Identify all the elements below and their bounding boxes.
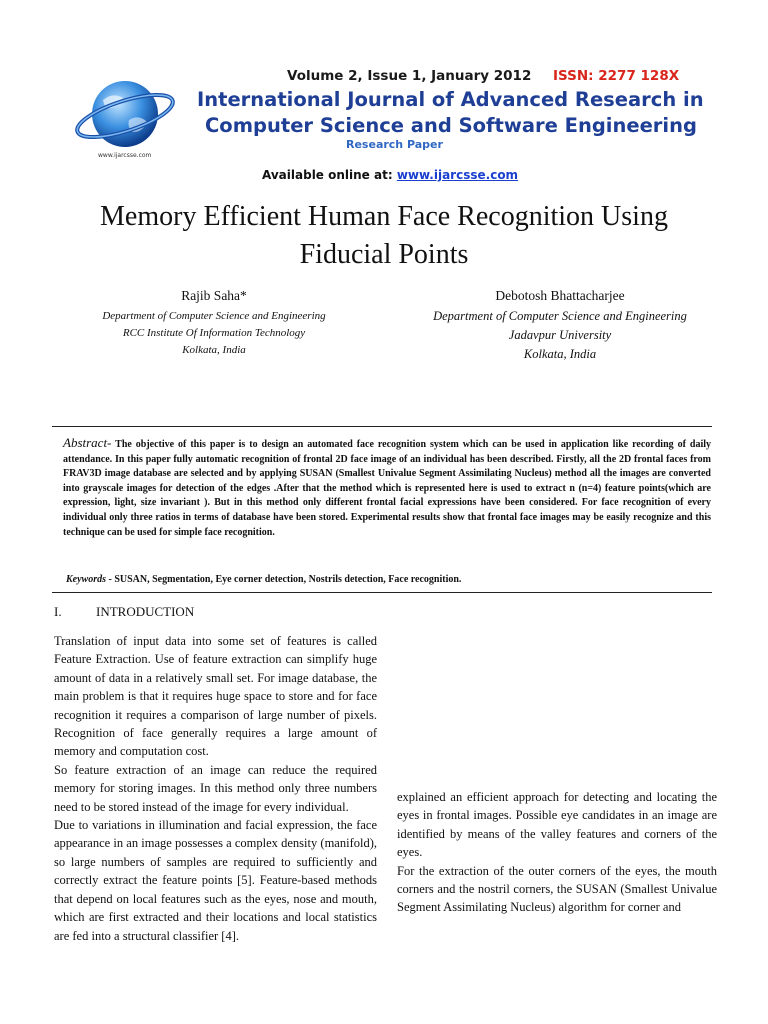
issn: ISSN: 2277 128X bbox=[553, 68, 680, 84]
journal-website-link[interactable]: www.ijarcsse.com bbox=[396, 168, 519, 182]
paper-type: Research Paper bbox=[346, 138, 443, 151]
affiliation-department: Department of Computer Science and Engineering bbox=[102, 310, 326, 322]
journal-title-line1: International Journal of Advanced Research in bbox=[197, 88, 704, 111]
paper-title-line1: Memory Efficient Human Face Recognition Using bbox=[100, 201, 668, 232]
available-online bbox=[262, 168, 518, 182]
section-title: INTRODUCTION bbox=[96, 604, 195, 619]
author-name: Rajib Saha* bbox=[181, 288, 247, 303]
left-column-text bbox=[54, 632, 377, 945]
abstract-label: Abstract- bbox=[63, 435, 112, 450]
available-label: Available online at: bbox=[262, 168, 397, 182]
volume-issue: Volume 2, Issue 1, January 2012 bbox=[287, 68, 532, 84]
keywords-text: - SUSAN, Segmentation, Eye corner detection, Nostrils detection, Face recognition. bbox=[106, 574, 462, 585]
paragraph: For the extraction of the outer corners of the eyes, the mouth corners and the nostril corners, the SUSAN (Smallest Univalue Segment Assimilating Nucleus) algorithm for corner and bbox=[397, 863, 717, 915]
author-affiliation bbox=[400, 307, 720, 364]
affiliation-institute: RCC Institute Of Information Technology bbox=[122, 327, 306, 339]
author-name: Debotosh Bhattacharjee bbox=[495, 288, 625, 303]
author-block-1 bbox=[54, 288, 374, 359]
affiliation-location: Kolkata, India bbox=[182, 344, 246, 356]
abstract bbox=[63, 436, 711, 540]
logo-url-text: www.ijarcsse.com bbox=[98, 152, 152, 159]
author-affiliation bbox=[54, 308, 374, 359]
paragraph: Translation of input data into some set of features is called Feature Extraction. Use of feature extraction can simplify huge amount of data in a relatively small set. For image database, the main problem is that it requires huge space to store and for face recognition it requires a comparison of large number of pixels. Recognition of face generally requires a large amount of memory and computation cost. bbox=[54, 634, 377, 759]
paper-title-line2: Fiducial Points bbox=[299, 239, 469, 270]
paragraph: So feature extraction of an image can reduce the required memory for storing images. In this method only three numbers need to be stored instead of the image for every individual. bbox=[54, 762, 377, 814]
abstract-text: The objective of this paper is to design an automated face recognition system which can be used in application like recording of daily attendance. In this paper fully automatic recognition of frontal 2D face image of an individual has been described. Firstly, all the 2D frontal faces from FRAV3D image database are selected and by applying SUSAN (Smallest Univalue Segment Assimilating Nucleus) method all the images are converted into grayscale images for detection of the edges .After that the method which is represented here is used to extract n (n=4) feature points(which are expression, light, size invariant ). But in this method only different frontal facial expressions have been considered. For face recognition of every individual only three ratios in terms of database have been stored. Experimental results show that frontal face images may be easily recognize and this technique can be used for simple face recognition. bbox=[63, 439, 711, 538]
affiliation-location: Kolkata, India bbox=[523, 347, 597, 361]
affiliation-institute: Jadavpur University bbox=[508, 328, 612, 342]
divider-bottom bbox=[52, 592, 712, 593]
section-number: I. bbox=[54, 604, 62, 619]
divider-top bbox=[52, 426, 712, 427]
paragraph: explained an efficient approach for detecting and locating the eyes in frontal images. Possible eye candidates in an image are identified by means of the valley features and corners of the eyes. bbox=[397, 790, 717, 860]
journal-title-line2: Computer Science and Software Engineering bbox=[205, 114, 697, 137]
keywords-label: Keywords bbox=[66, 574, 106, 585]
paper-title bbox=[40, 198, 728, 274]
author-block-2 bbox=[400, 288, 720, 364]
affiliation-department: Department of Computer Science and Engineering bbox=[433, 309, 687, 323]
paragraph: Due to variations in illumination and facial expression, the face appearance in an image possesses a complex density (manifold), so large numbers of samples are required to sufficiently and correctly extract the feature points [5]. Feature-based methods that depend on local features such as the eyes, nose and mouth, which are first extracted and their locations and local statistics are fed into a structural classifier [4]. bbox=[54, 818, 377, 943]
right-column-text bbox=[397, 788, 717, 917]
keywords bbox=[66, 574, 461, 585]
